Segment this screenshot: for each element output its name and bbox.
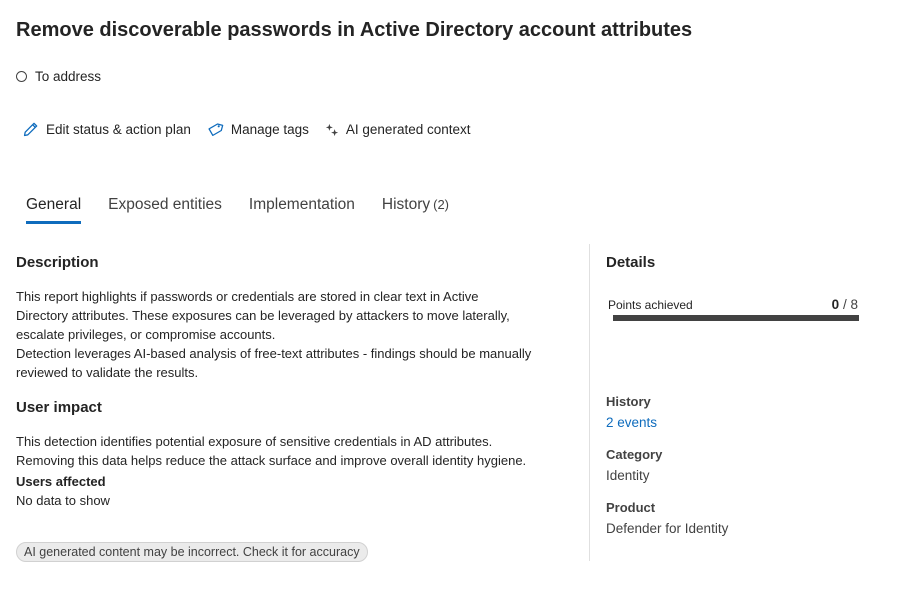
product-label: Product — [606, 500, 656, 515]
manage-tags-button[interactable] — [207, 121, 309, 138]
ai-disclaimer-badge: AI generated content may be incorrect. Check it for accuracy — [16, 542, 368, 562]
tab-general[interactable] — [26, 196, 81, 224]
points-value — [832, 297, 858, 312]
history-events-link[interactable]: 2 events — [606, 415, 658, 430]
category-label: Category — [606, 447, 663, 462]
points-total: 8 — [850, 297, 858, 312]
status-indicator — [16, 69, 101, 84]
users-affected-label: Users affected — [16, 474, 106, 489]
details-heading: Details — [606, 254, 656, 271]
category-value: Identity — [606, 468, 650, 483]
tab-history-label: History — [381, 196, 431, 213]
tab-bar — [26, 196, 476, 224]
ai-context-button[interactable] — [325, 122, 471, 137]
points-section — [606, 271, 866, 351]
history-label: History — [606, 394, 651, 409]
sparkle-icon — [325, 123, 339, 137]
points-progress-fill — [613, 315, 859, 321]
user-impact-heading: User impact — [16, 399, 102, 416]
description-heading: Description — [16, 254, 99, 271]
tab-implementation[interactable] — [249, 196, 355, 224]
user-impact-text — [16, 432, 576, 470]
user-impact-line: Removing this data helps reduce the attack surface and improve overall identity hygiene. — [16, 453, 527, 468]
tab-history-count: (2) — [433, 197, 450, 212]
ai-context-label: AI generated context — [345, 122, 471, 137]
users-affected-value: No data to show — [16, 493, 110, 508]
product-value: Defender for Identity — [606, 521, 729, 536]
tab-general-label: General — [26, 196, 82, 213]
description-line: Detection leverages AI-based analysis of free-text attributes - findings should be manually — [16, 346, 532, 361]
tab-exposed-entities[interactable] — [108, 196, 222, 224]
points-label: Points achieved — [608, 298, 693, 312]
edit-status-button[interactable] — [22, 121, 191, 138]
points-achieved: 0 — [831, 297, 840, 312]
action-bar — [22, 121, 487, 138]
description-line: Directory attributes. These exposures can be leveraged by attackers to move laterally, — [16, 308, 510, 323]
tab-exposed-entities-label: Exposed entities — [108, 196, 222, 213]
status-circle-icon — [16, 71, 27, 82]
details-panel — [606, 244, 866, 536]
description-line: reviewed to validate the results. — [16, 365, 199, 380]
manage-tags-label: Manage tags — [230, 122, 309, 137]
panel-divider — [589, 244, 590, 561]
page-title: Remove discoverable passwords in Active Directory account attributes — [16, 19, 693, 41]
description-line: This report highlights if passwords or credentials are stored in clear text in Active — [16, 289, 479, 304]
general-content — [16, 244, 576, 510]
points-separator: / — [842, 297, 847, 312]
tag-icon — [207, 121, 224, 138]
pencil-icon — [22, 121, 39, 138]
description-text — [16, 287, 576, 382]
tab-implementation-label: Implementation — [248, 196, 355, 213]
status-label: To address — [35, 69, 102, 84]
edit-status-label: Edit status & action plan — [46, 122, 191, 137]
description-line: escalate privileges, or compromise accounts. — [16, 327, 276, 342]
tab-history[interactable] — [382, 196, 449, 224]
user-impact-line: This detection identifies potential exposure of sensitive credentials in AD attributes. — [16, 434, 493, 449]
points-progress-bar — [613, 315, 859, 321]
